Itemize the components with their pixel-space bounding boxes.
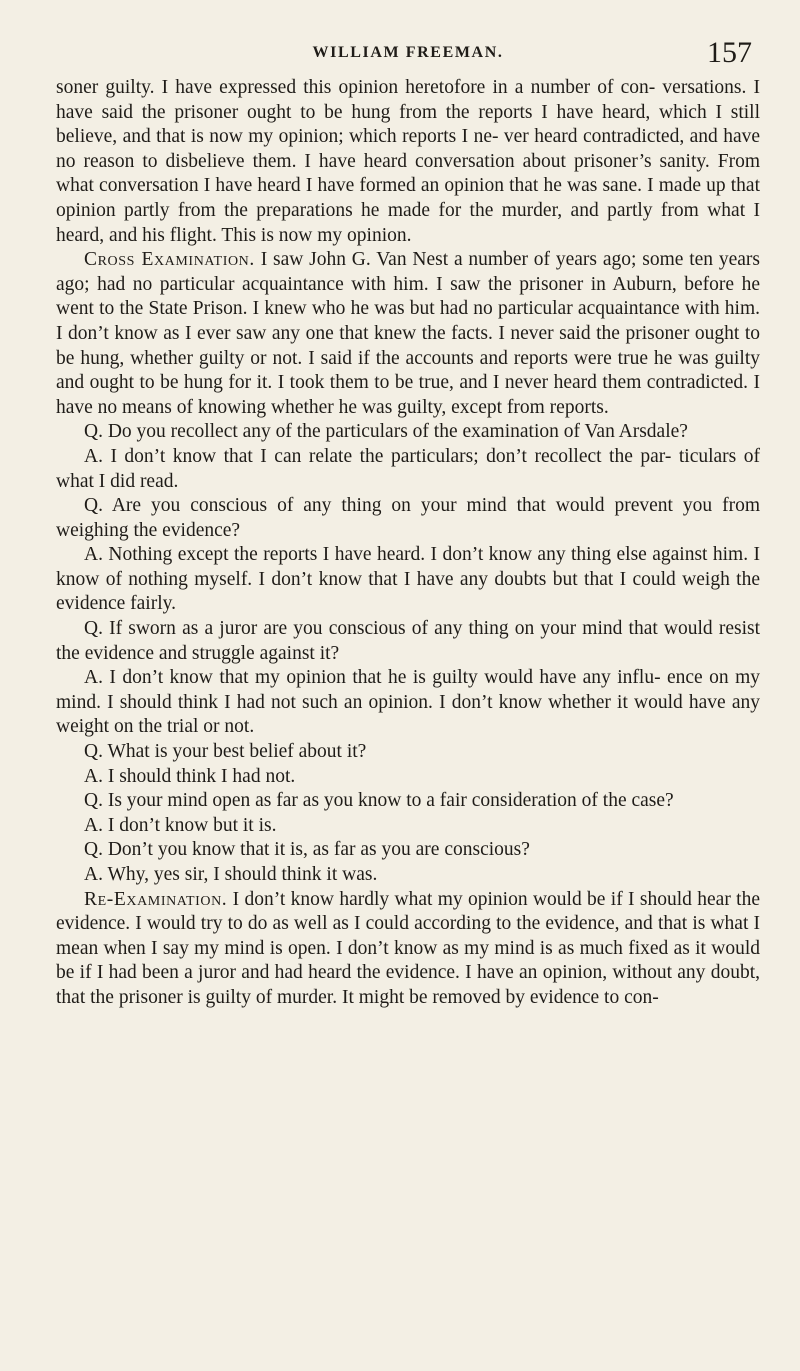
- answer-paragraph: [56, 814, 760, 839]
- question-paragraph: [56, 789, 760, 814]
- answer-paragraph: [56, 863, 760, 888]
- question-paragraph: [56, 740, 760, 765]
- paragraph-text: A. I don’t know but it is.: [84, 814, 277, 836]
- answer-paragraph: [56, 543, 760, 617]
- paragraph-cross-examination: [56, 248, 760, 420]
- paragraph-text: Q. Don’t you know that it is, as far as you are conscious?: [84, 839, 530, 861]
- running-head-title: WILLIAM FREEMAN.: [312, 44, 504, 61]
- answer-paragraph: [56, 666, 760, 740]
- paragraph-continuation: [56, 76, 760, 248]
- question-paragraph: [56, 494, 760, 543]
- paragraph-text: Q. Do you recollect any of the particulars of the examination of Van Arsdale?: [84, 421, 688, 443]
- page-number: 157: [707, 36, 752, 69]
- question-paragraph: [56, 420, 760, 445]
- paragraph-text: A. I don’t know that my opinion that he is guilty would have any influ- ence on my mind. I should think I had not such an opinion. I don’t know whether it would have any weight on the trial or not.: [56, 667, 760, 738]
- paragraph-text: A. I should think I had not.: [84, 765, 296, 787]
- paragraph-text: Q. Are you conscious of any thing on your mind that would prevent you from weighing the evidence?: [56, 495, 760, 541]
- paragraph-text: A. Why, yes sir, I should think it was.: [84, 864, 378, 885]
- paragraph-text: Q. What is your best belief about it?: [84, 741, 367, 763]
- question-paragraph: [56, 838, 760, 863]
- body-text: [56, 76, 760, 1011]
- paragraph-text: I saw John G. Van Nest a number of years ago; some ten years ago; had no particular acquaintance with him. I saw the prisoner in Auburn, before he went to the State Prison. I knew who he was but had no particular acquaintance with him. I don’t know as I ever saw any one that knew the facts. I never said the prisoner ought to be hung, whether guilty or not. I said if the accounts and reports were true he was guilty and ought to be hung for it. I took them to be true, and I never heard them contradicted. I have no means of knowing whether he was guilty, except from reports.: [56, 249, 760, 418]
- answer-paragraph: [56, 765, 760, 790]
- section-lead-cross-examination: Cross Examination.: [84, 249, 255, 271]
- section-lead-re-examination: Re-Examination.: [84, 888, 228, 910]
- paragraph-text: soner guilty. I have expressed this opinion heretofore in a number of con- versations. I have said the prisoner ought to be hung from the reports I have heard, which I still believe, and that is now my opinion; which reports I ne- ver heard contradicted, and have no reason to disbelieve them. I have heard conversation about prisoner’s sanity. From what conversation I have heard I have formed an opinion that he was sane. I made up that opinion partly from the preparations he made for the murder, and partly from what I heard, and his flight. This is now my opinion.: [56, 77, 760, 246]
- paragraph-text: A. I don’t know that I can relate the particulars; don’t recollect the par- ticulars of what I did read.: [56, 445, 760, 492]
- question-paragraph: [56, 617, 760, 666]
- paragraph-text: Q. Is your mind open as far as you know to a fair consideration of the case?: [84, 790, 674, 812]
- paragraph-text: A. Nothing except the reports I have heard. I don’t know any thing else against him. I know of nothing myself. I don’t know that I have any doubts but that I could weigh the evidence fairly.: [56, 544, 760, 615]
- running-head: [56, 36, 760, 74]
- paragraph-text: Q. If sworn as a juror are you conscious of any thing on your mind that would resist the evidence and struggle against it?: [56, 618, 760, 664]
- paragraph-re-examination: [56, 888, 760, 1011]
- answer-paragraph: [56, 445, 760, 494]
- paragraph-text: I don’t know hardly what my opinion would be if I should hear the evidence. I would try to do as well as I could according to the evidence, and that is what I mean when I say my mind is open. I don’t know as my mind is as much fixed as it would be if I had been a juror and had heard the evidence. I have an opinion, without any doubt, that the prisoner is guilty of murder. It might be removed by evidence to con-: [56, 888, 760, 1008]
